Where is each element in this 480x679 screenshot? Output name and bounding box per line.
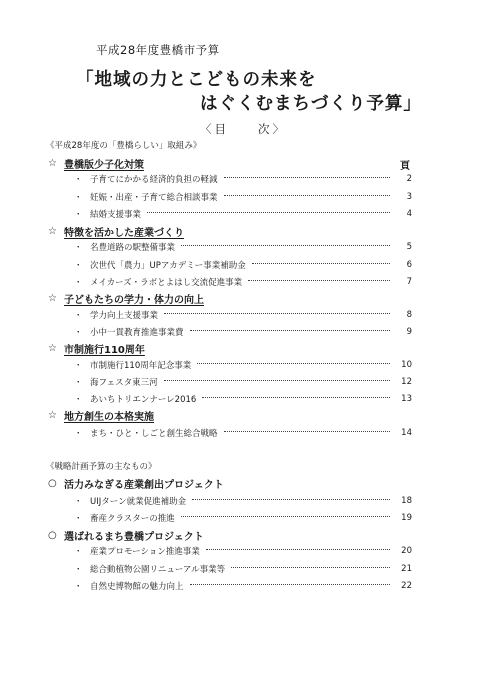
section-heading: ☆ 特徴を活かした産業づくり	[48, 226, 184, 239]
star-icon: ☆	[48, 293, 57, 304]
section-heading: ☆ 地方創生の本格実施	[48, 410, 154, 423]
section-heading: ☆ 市制施行110周年	[48, 343, 145, 356]
list-item[interactable]: ・ 総合動植物公園リニューアル事業等 21	[74, 563, 412, 575]
budget-title-line2: はぐくむまちづくり予算」	[200, 94, 422, 114]
circle-icon: ○	[48, 530, 57, 541]
star-icon: ☆	[48, 410, 57, 421]
star-icon: ☆	[48, 158, 57, 169]
list-item[interactable]: ・ 結婚支援事業 4	[74, 208, 412, 220]
section-heading: ○ 活力みなぎる産業創出プロジェクト	[48, 478, 224, 491]
list-item[interactable]: ・ 小中一貫教育推進事業費 9	[74, 326, 412, 338]
list-item[interactable]: ・ 妊娠・出産・子育て総合相談事業 3	[74, 191, 412, 203]
list-item[interactable]: ・ 海フェスタ東三河 12	[74, 376, 412, 388]
list-item[interactable]: ・ メイカーズ・ラボとよはし交流促進事業 7	[74, 276, 412, 288]
list-item[interactable]: ・ まち・ひと・しごと創生総合戦略 14	[74, 427, 412, 439]
star-icon: ☆	[48, 343, 57, 354]
list-item[interactable]: ・ 学力向上支援事業 8	[74, 309, 412, 321]
circle-icon: ○	[48, 478, 57, 489]
section-heading: ○ 選ばれるまち豊橋プロジェクト	[48, 530, 204, 543]
list-item[interactable]: ・ 名豊道路の駅整備事業 5	[74, 241, 412, 253]
group-heading-strategic: 《戦略計画予算の主なもの》	[46, 462, 157, 472]
list-item[interactable]: ・ 自然史博物館の魅力向上 22	[74, 580, 412, 592]
list-item[interactable]: ・ 市制施行110周年記念事業 10	[74, 359, 412, 371]
list-item[interactable]: ・ UIJターン就業促進補助金 18	[74, 495, 412, 507]
list-item[interactable]: ・ 産業プロモーション推進事業 20	[74, 545, 412, 557]
section-heading: ☆ 豊橋版少子化対策	[48, 158, 144, 171]
list-item[interactable]: ・ 次世代「農力」UPアカデミー事業補助金 6	[74, 259, 412, 271]
page-column-header: 頁	[400, 161, 410, 172]
list-item[interactable]: ・ 畜産クラスターの推進 19	[74, 512, 412, 524]
list-item[interactable]: ・ 子育てにかかる経済的負担の軽減 2	[74, 173, 412, 185]
section-heading: ☆ 子どもたちの学力・体力の向上	[48, 293, 204, 306]
star-icon: ☆	[48, 226, 57, 237]
group-heading-toyohashi: 《平成28年度の「豊橋らしい」取組み》	[46, 141, 202, 151]
budget-title-line1: 「地域の力とこどもの未来を	[76, 70, 317, 90]
budget-subtitle: 平成28年度豊橋市予算	[96, 43, 220, 57]
toc-heading: 〈目 次〉	[200, 122, 287, 136]
list-item[interactable]: ・ あいちトリエンナーレ2016 13	[74, 393, 412, 405]
